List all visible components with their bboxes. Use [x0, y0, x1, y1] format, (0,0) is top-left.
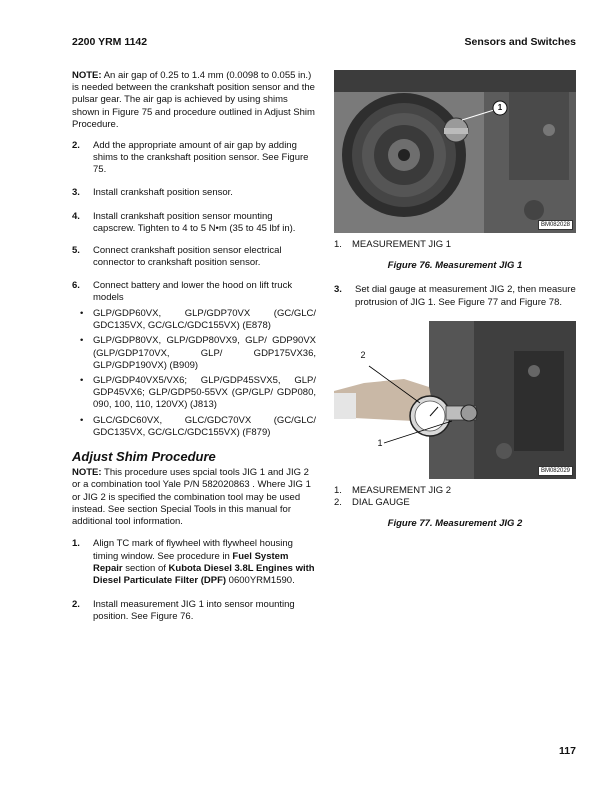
model-list [72, 308, 316, 439]
note-label: NOTE: [72, 467, 102, 479]
callout-2-label: 2 [360, 349, 366, 360]
step-number: 3. [72, 186, 80, 198]
step-text: Set dial gauge at measurement JIG 2, then measure protrusion of JIG 1. See Figure 77 and Figure 78. [355, 284, 576, 308]
legend-number: 1. [334, 239, 342, 250]
legend-item [334, 485, 576, 497]
figure-code: BM082028 [538, 220, 573, 230]
legend-number: 2. [334, 497, 342, 509]
step-text: Install measurement JIG 1 into sensor mounting position. See Figure 76. [93, 599, 295, 623]
engine-jig2-dial-gauge-illustration [334, 321, 576, 479]
step-text: Connect crankshaft position sensor electrical connector to crankshaft position sensor. [93, 245, 282, 269]
step-3-dial-gauge [334, 284, 576, 308]
legend-text: MEASUREMENT JIG 2 [352, 484, 452, 496]
note-air-gap [72, 70, 316, 131]
figure-77-legend [334, 485, 576, 509]
legend-text: MEASUREMENT JIG 1 [352, 239, 452, 250]
step-number: 3. [334, 284, 342, 296]
step-3 [72, 187, 316, 199]
figure-77-caption: Figure 77. Measurement JIG 2 [387, 518, 523, 530]
list-item: • GLP/GDP40VX5/VX6; GLP/GDP45SVX5, GLP/ GDP45VX6; GLP/GDP50-55VX (GP/GLP/ GDP080, 090, 100, 110, 120VX) (J813) [80, 375, 316, 412]
list-item: • GLC/GDC60VX, GLC/GDC70VX (GC/GLC/ GDC135VX, GC/GLC/GDC155VX) (F879) [80, 415, 316, 439]
step-5 [72, 245, 316, 269]
step-2-install-jig [72, 599, 316, 623]
legend-number: 1. [334, 484, 342, 496]
note-special-tools [72, 467, 316, 528]
legend-item [334, 239, 576, 251]
note-label: NOTE: [72, 70, 102, 81]
note-text: This procedure uses spcial tools JIG 1 and JIG 2 or a combination tool Yale P/N 582020863 . Where JIG 1 or JIG 2 is specified the combination tool may be used instead. See section Special Tools in this manual for additional tool information. [72, 467, 311, 528]
step-text: Connect battery and lower the hood on lift truck models [93, 279, 293, 303]
step-number: 2. [72, 599, 80, 611]
step-text-part: section of [122, 562, 169, 574]
step-number: 4. [72, 210, 80, 222]
section-heading-adjust-shim: Adjust Shim Procedure [72, 449, 216, 465]
figure-code: BM082029 [538, 466, 573, 476]
step-text [93, 538, 316, 587]
callout-1-label: 1 [497, 103, 503, 112]
legend-text: DIAL GAUGE [352, 497, 410, 509]
step-number: 6. [72, 279, 80, 291]
left-column [72, 70, 316, 624]
legend-item [334, 497, 576, 509]
step-6 [72, 280, 316, 304]
figure-76-caption: Figure 76. Measurement JIG 1 [387, 260, 523, 272]
step-text: Add the appropriate amount of air gap by adding shims to the crankshaft position sensor. See Figure 75. [93, 140, 309, 176]
figure-77-photo [334, 321, 576, 479]
step-number: 1. [72, 538, 80, 550]
step-text: Install crankshaft position sensor. [93, 186, 233, 198]
list-item: • GLP/GDP60VX, GLP/GDP70VX (GC/GLC/ GDC135VX, GC/GLC/GDC155VX) (E878) [80, 308, 316, 332]
header-doc-code: 2200 YRM 1142 [72, 36, 148, 48]
reference-fuel-system-repair: Fuel System Repair [93, 550, 289, 574]
figure-76-photo [334, 70, 576, 233]
step-text-part: Align TC mark of flywheel with flywheel housing timing window. See procedure in [93, 538, 293, 562]
list-item: • GLP/GDP80VX, GLP/GDP80VX9, GLP/ GDP90VX (GLP/GDP170VX, GLP/ GDP175VX36, GLP/GDP190VX) (B909) [80, 335, 316, 372]
step-text-part: 0600YRM1590. [226, 574, 295, 586]
reference-kubota-manual: Kubota Diesel 3.8L Engines with Diesel Particulate Filter (DPF) [93, 562, 315, 586]
step-1-align [72, 538, 316, 587]
step-2 [72, 140, 316, 177]
right-column [334, 70, 576, 530]
engine-jig1-illustration [334, 70, 576, 233]
callout-1-label: 1 [377, 437, 383, 448]
step-number: 2. [72, 140, 80, 152]
step-text: Install crankshaft position sensor mounting capscrew. Tighten to 4 to 5 N•m (35 to 45 lbf in). [93, 210, 296, 235]
step-4 [72, 211, 316, 235]
header-section-title: Sensors and Switches [464, 36, 576, 48]
page-number: 117 [559, 745, 576, 757]
note-text: An air gap of 0.25 to 1.4 mm (0.0098 to 0.055 in.) is needed between the crankshaft position sensor and the pulsar gear. The air gap is achieved by using shims shown in Figure 75 and procedure outlined in Adjust Shim Procedure. [72, 70, 315, 130]
step-number: 5. [72, 245, 80, 257]
figure-76-legend [334, 239, 576, 251]
